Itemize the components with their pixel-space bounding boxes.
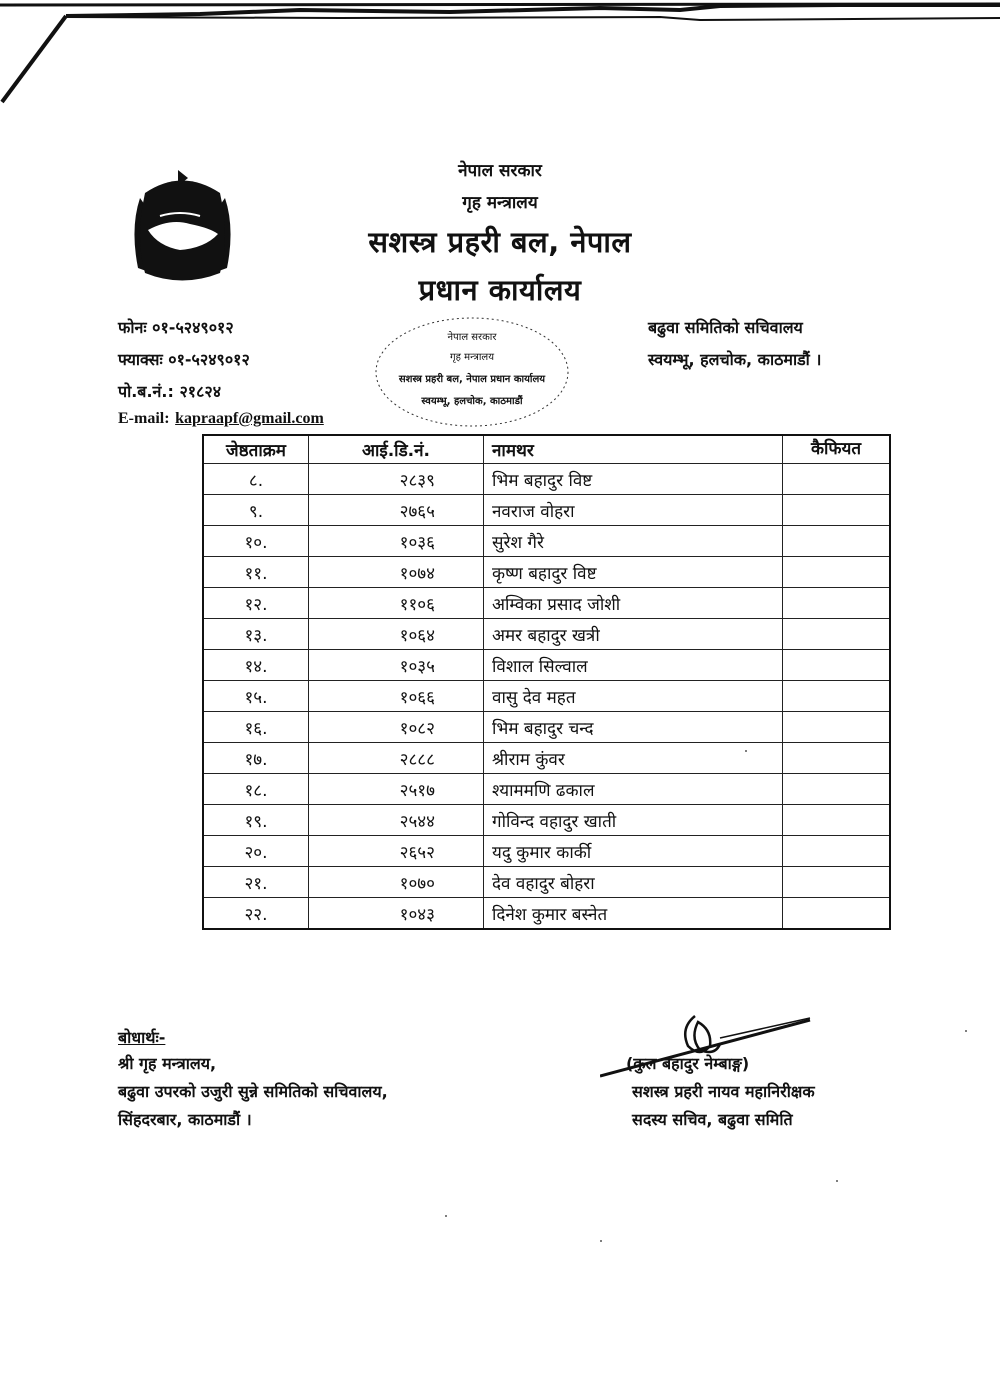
id-number-cell: १०७० [309, 867, 484, 898]
scan-edge-artifact [0, 0, 1000, 110]
header-id-number: आई.डि.नं. [309, 435, 484, 464]
id-number-cell: १०६४ [309, 619, 484, 650]
remarks-cell [783, 743, 891, 774]
stamp-inner-text-2: गृह मन्त्रालय [449, 352, 495, 363]
header-seniority: जेष्ठताक्रम [203, 435, 309, 464]
name-cell: भिम बहादुर विष्ट [484, 464, 783, 495]
id-number-cell: १०६६ [309, 681, 484, 712]
id-number-cell: १०४३ [309, 898, 484, 930]
seniority-cell: ९. [203, 495, 309, 526]
seniority-cell: १७. [203, 743, 309, 774]
stamp-bottom-text: स्वयम्भू, हलचोक, काठमाडौं [421, 396, 523, 407]
remarks-cell [783, 557, 891, 588]
id-number-cell: २५१७ [309, 774, 484, 805]
seniority-cell: २१. [203, 867, 309, 898]
seniority-cell: १३. [203, 619, 309, 650]
table-row [203, 681, 890, 712]
table-row [203, 495, 890, 526]
remarks-cell [783, 712, 891, 743]
id-number-cell: १०३६ [309, 526, 484, 557]
name-cell: नवराज वोहरा [484, 495, 783, 526]
table-row [203, 619, 890, 650]
table-row [203, 867, 890, 898]
table-row [203, 712, 890, 743]
cc-line-3: सिंहदरबार, काठमाडौं । [118, 1110, 252, 1129]
cc-label: बोधार्थः- [118, 1028, 166, 1047]
office-stamp [372, 314, 572, 430]
name-cell: गोविन्द वहादुर खाती [484, 805, 783, 836]
table-row [203, 650, 890, 681]
name-cell: कृष्ण बहादुर विष्ट [484, 557, 783, 588]
email-label: E-mail: [118, 410, 170, 427]
government-label: नेपाल सरकार [458, 161, 542, 181]
remarks-cell [783, 681, 891, 712]
table-row [203, 898, 890, 930]
remarks-cell [783, 526, 891, 557]
id-number-cell: १०८२ [309, 712, 484, 743]
email-link[interactable]: kapraapf@gmail.com [175, 410, 324, 427]
table-row [203, 774, 890, 805]
id-number-cell: १०७४ [309, 557, 484, 588]
table-header-row [203, 435, 890, 464]
seniority-cell: ११. [203, 557, 309, 588]
name-cell: सुरेश गैरे [484, 526, 783, 557]
name-cell: अम्विका प्रसाद जोशी [484, 588, 783, 619]
seniority-cell: १४. [203, 650, 309, 681]
id-number-cell: २६५२ [309, 836, 484, 867]
remarks-cell [783, 805, 891, 836]
seniority-cell: ८. [203, 464, 309, 495]
seniority-table [202, 434, 891, 930]
id-number-cell: २८८८ [309, 743, 484, 774]
remarks-cell [783, 464, 891, 495]
seniority-cell: १८. [203, 774, 309, 805]
signatory-title: सशस्त्र प्रहरी नायव महानिरीक्षक [632, 1082, 815, 1101]
cc-line-2: बढुवा उपरको उजुरी सुन्ने समितिको सचिवालय, [118, 1082, 388, 1101]
seniority-cell: १५. [203, 681, 309, 712]
name-cell: भिम बहादुर चन्द [484, 712, 783, 743]
id-number-cell: १०३५ [309, 650, 484, 681]
seniority-cell: १२. [203, 588, 309, 619]
name-cell: श्रीराम कुंवर [484, 743, 783, 774]
remarks-cell [783, 495, 891, 526]
id-number-cell: २८३९ [309, 464, 484, 495]
office-name: प्रधान कार्यालय [418, 273, 582, 307]
organization-name: सशस्त्र प्रहरी बल, नेपाल [368, 225, 632, 259]
table-row [203, 743, 890, 774]
header-name: नामथर [484, 435, 783, 464]
header-remarks: कैफियत [783, 435, 891, 464]
seniority-cell: २२. [203, 898, 309, 930]
remarks-cell [783, 898, 891, 930]
remarks-cell [783, 774, 891, 805]
table-row [203, 526, 890, 557]
po-box: पो.ब.नं.: २१८२४ [118, 382, 222, 401]
scan-speck [965, 1030, 967, 1032]
table-row [203, 805, 890, 836]
remarks-cell [783, 650, 891, 681]
remarks-cell [783, 588, 891, 619]
id-number-cell: २५४४ [309, 805, 484, 836]
name-cell: देव वहादुर बोहरा [484, 867, 783, 898]
name-cell: वासु देव महत [484, 681, 783, 712]
stamp-inner-text-1: नेपाल सरकार [447, 332, 497, 343]
name-cell: श्याममणि ढकाल [484, 774, 783, 805]
table-row [203, 557, 890, 588]
table-row [203, 588, 890, 619]
scan-speck [445, 1215, 447, 1217]
signatory-name: (कुल बहादुर नेम्बाङ्ग) [626, 1054, 750, 1073]
recipient-office-name: बढुवा समितिको सचिवालय [648, 318, 803, 337]
name-cell: विशाल सिल्वाल [484, 650, 783, 681]
table-row [203, 836, 890, 867]
ministry-label: गृह मन्त्रालय [462, 193, 538, 213]
fax-number: फ्याक्सः ०१-५२४९०१२ [118, 350, 250, 369]
name-cell: दिनेश कुमार बस्नेत [484, 898, 783, 930]
table-body [203, 464, 890, 930]
scan-speck [745, 750, 747, 752]
recipient-office-address: स्वयम्भू, हलचोक, काठमाडौं । [648, 350, 822, 369]
id-number-cell: ११०६ [309, 588, 484, 619]
name-cell: अमर बहादुर खत्री [484, 619, 783, 650]
seniority-cell: १०. [203, 526, 309, 557]
name-cell: यदु कुमार कार्की [484, 836, 783, 867]
remarks-cell [783, 836, 891, 867]
cc-line-1: श्री गृह मन्त्रालय, [118, 1054, 217, 1073]
email-row [118, 408, 324, 428]
scan-speck [836, 1180, 838, 1182]
table-row [203, 464, 890, 495]
id-number-cell: २७६५ [309, 495, 484, 526]
stamp-outer-text: सशस्त्र प्रहरी बल, नेपाल प्रधान कार्यालय [398, 374, 546, 385]
seniority-cell: १६. [203, 712, 309, 743]
signatory-role: सदस्य सचिव, बढुवा समिति [632, 1110, 793, 1129]
scan-speck [600, 1240, 602, 1242]
remarks-cell [783, 867, 891, 898]
remarks-cell [783, 619, 891, 650]
seniority-cell: १९. [203, 805, 309, 836]
phone-number: फोनः ०१-५२४९०१२ [118, 318, 234, 337]
seniority-cell: २०. [203, 836, 309, 867]
